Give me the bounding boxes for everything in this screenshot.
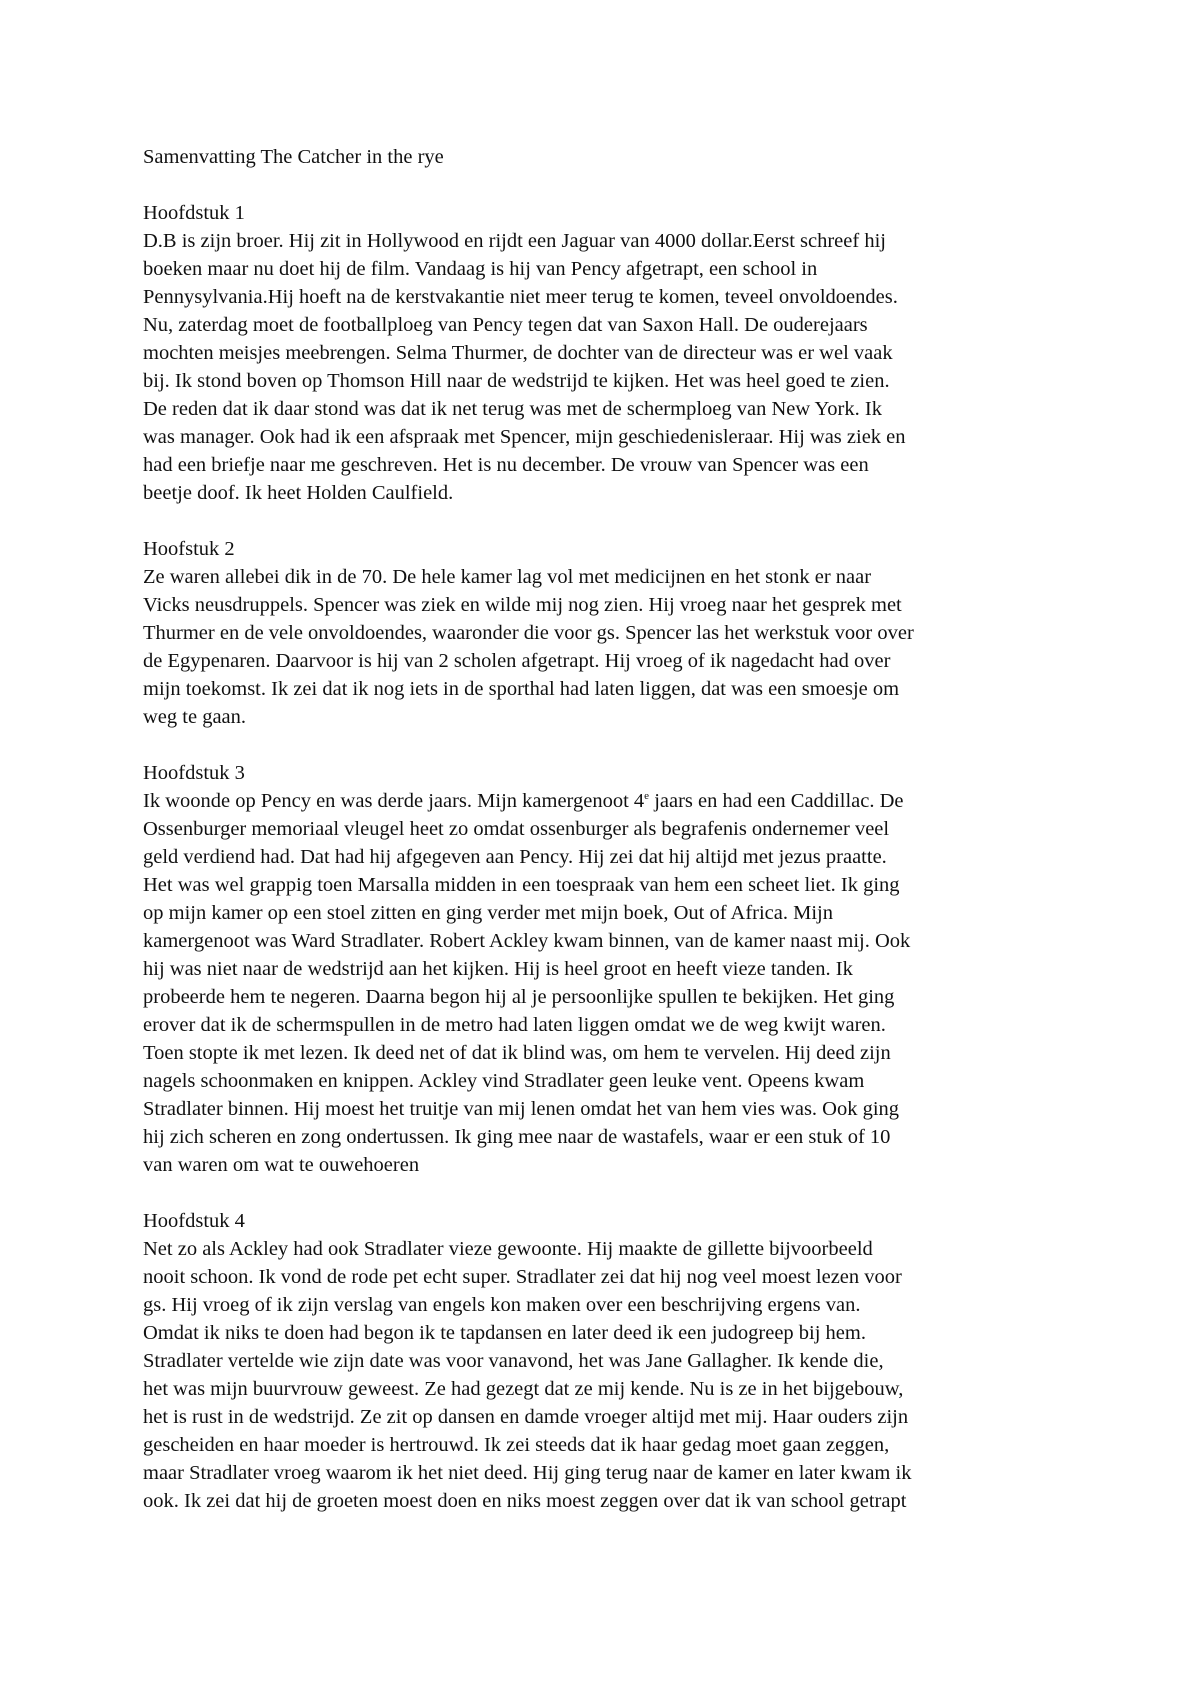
text-line: erover dat ik de schermspullen in de metro had laten liggen omdat we de weg kwijt waren.	[143, 1014, 886, 1036]
chapter-4	[143, 1207, 1063, 1515]
text-line: weg te gaan.	[143, 706, 247, 728]
text-line: Thurmer en de vele onvoldoendes, waaronder die voor gs. Spencer las het werkstuk voor over	[143, 622, 914, 644]
text-line: probeerde hem te negeren. Daarna begon hij al je persoonlijke spullen te bekijken. Het ging	[143, 986, 895, 1008]
text-line: het was mijn buurvrouw geweest. Ze had gezegt dat ze mij kende. Nu is ze in het bijgebouw,	[143, 1378, 904, 1400]
chapter-2-heading: Hoofstuk 2	[143, 538, 235, 560]
text-line: maar Stradlater vroeg waarom ik het niet deed. Hij ging terug naar de kamer en later kwam ik	[143, 1462, 912, 1484]
text-line: Omdat ik niks te doen had begon ik te tapdansen en later deed ik een judogreep bij hem.	[143, 1322, 866, 1344]
text-line: kamergenoot was Ward Stradlater. Robert Ackley kwam binnen, van de kamer naast mij. Ook	[143, 930, 911, 952]
text-line: boeken maar nu doet hij de film. Vandaag is hij van Pency afgetrapt, een school in	[143, 258, 818, 280]
text-line: Nu, zaterdag moet de footballploeg van Pency tegen dat van Saxon Hall. De ouderejaars	[143, 314, 868, 336]
text-line: had een briefje naar me geschreven. Het is nu december. De vrouw van Spencer was een	[143, 454, 869, 476]
text-line: was manager. Ook had ik een afspraak met Spencer, mijn geschiedenisleraar. Hij was ziek en	[143, 426, 906, 448]
superscript: e	[644, 790, 650, 803]
text-fragment: Ik woonde op Pency en was derde jaars. Mijn kamergenoot 4	[143, 790, 645, 812]
text-line: Ossenburger memoriaal vleugel heet zo omdat ossenburger als begrafenis ondernemer veel	[143, 818, 890, 840]
document-body	[143, 143, 1063, 1543]
text-line: Vicks neusdruppels. Spencer was ziek en wilde mij nog zien. Hij vroeg naar het gesprek met	[143, 594, 902, 616]
text-line: Toen stopte ik met lezen. Ik deed net of dat ik blind was, om hem te vervelen. Hij deed zijn	[143, 1042, 891, 1064]
chapter-1-heading: Hoofdstuk 1	[143, 202, 245, 224]
text-line: Pennysylvania.Hij hoeft na de kerstvakantie niet meer terug te komen, teveel onvoldoendes.	[143, 286, 898, 308]
text-line: D.B is zijn broer. Hij zit in Hollywood en rijdt een Jaguar van 4000 dollar.Eerst schreef hij	[143, 230, 886, 252]
text-line: De reden dat ik daar stond was dat ik net terug was met de schermploeg van New York. Ik	[143, 398, 882, 420]
text-line: mochten meisjes meebrengen. Selma Thurmer, de dochter van de directeur was er wel vaak	[143, 342, 893, 364]
text-line: het is rust in de wedstrijd. Ze zit op dansen en damde vroeger altijd met mij. Haar ouders zijn	[143, 1406, 909, 1428]
text-line: beetje doof. Ik heet Holden Caulfield.	[143, 482, 454, 504]
text-line: hij was niet naar de wedstrijd aan het kijken. Hij is heel groot en heeft vieze tanden. Ik	[143, 958, 853, 980]
text-line: Het was wel grappig toen Marsalla midden in een toespraak van hem een scheet liet. Ik ging	[143, 874, 900, 896]
chapter-4-heading: Hoofdstuk 4	[143, 1210, 245, 1232]
text-line: ook. Ik zei dat hij de groeten moest doen en niks moest zeggen over dat ik van school getrapt	[143, 1490, 907, 1512]
text-line: Stradlater vertelde wie zijn date was voor vanavond, het was Jane Gallagher. Ik kende die,	[143, 1350, 884, 1372]
text-line: de Egypenaren. Daarvoor is hij van 2 scholen afgetrapt. Hij vroeg of ik nagedacht had over	[143, 650, 891, 672]
text-line: Ze waren allebei dik in de 70. De hele kamer lag vol met medicijnen en het stonk er naar	[143, 566, 872, 588]
text-line: Net zo als Ackley had ook Stradlater vieze gewoonte. Hij maakte de gillette bijvoorbeeld	[143, 1238, 873, 1260]
text-line: bij. Ik stond boven op Thomson Hill naar de wedstrijd te kijken. Het was heel goed te zien.	[143, 370, 890, 392]
text-line: hij zich scheren en zong ondertussen. Ik ging mee naar de wastafels, waar er een stuk of 10	[143, 1126, 891, 1148]
text-line: gs. Hij vroeg of ik zijn verslag van engels kon maken over een beschrijving ergens van.	[143, 1294, 861, 1316]
text-line: mijn toekomst. Ik zei dat ik nog iets in de sporthal had laten liggen, dat was een smoesje om	[143, 678, 900, 700]
chapter-3	[143, 759, 1063, 1179]
chapter-3-heading: Hoofdstuk 3	[143, 762, 245, 784]
document-title: Samenvatting The Catcher in the rye	[143, 146, 444, 168]
text-line: op mijn kamer op een stoel zitten en ging verder met mijn boek, Out of Africa. Mijn	[143, 902, 833, 924]
text-line: nagels schoonmaken en knippen. Ackley vind Stradlater geen leuke vent. Opeens kwam	[143, 1070, 865, 1092]
text-line: gescheiden en haar moeder is hertrouwd. Ik zei steeds dat ik haar gedag moet gaan zeggen,	[143, 1434, 890, 1456]
text-line: Stradlater binnen. Hij moest het truitje van mij lenen omdat het van hem vies was. Ook ging	[143, 1098, 900, 1120]
text-line: geld verdiend had. Dat had hij afgegeven aan Pency. Hij zei dat hij altijd met jezus praatte.	[143, 846, 887, 868]
chapter-2	[143, 535, 1063, 731]
chapter-1	[143, 199, 1063, 507]
text-fragment: jaars en had een Caddillac. De	[649, 790, 904, 812]
text-line: van waren om wat te ouwehoeren	[143, 1154, 420, 1176]
text-line: nooit schoon. Ik vond de rode pet echt super. Stradlater zei dat hij nog veel moest lezen voor	[143, 1266, 902, 1288]
text-line	[143, 787, 1063, 815]
